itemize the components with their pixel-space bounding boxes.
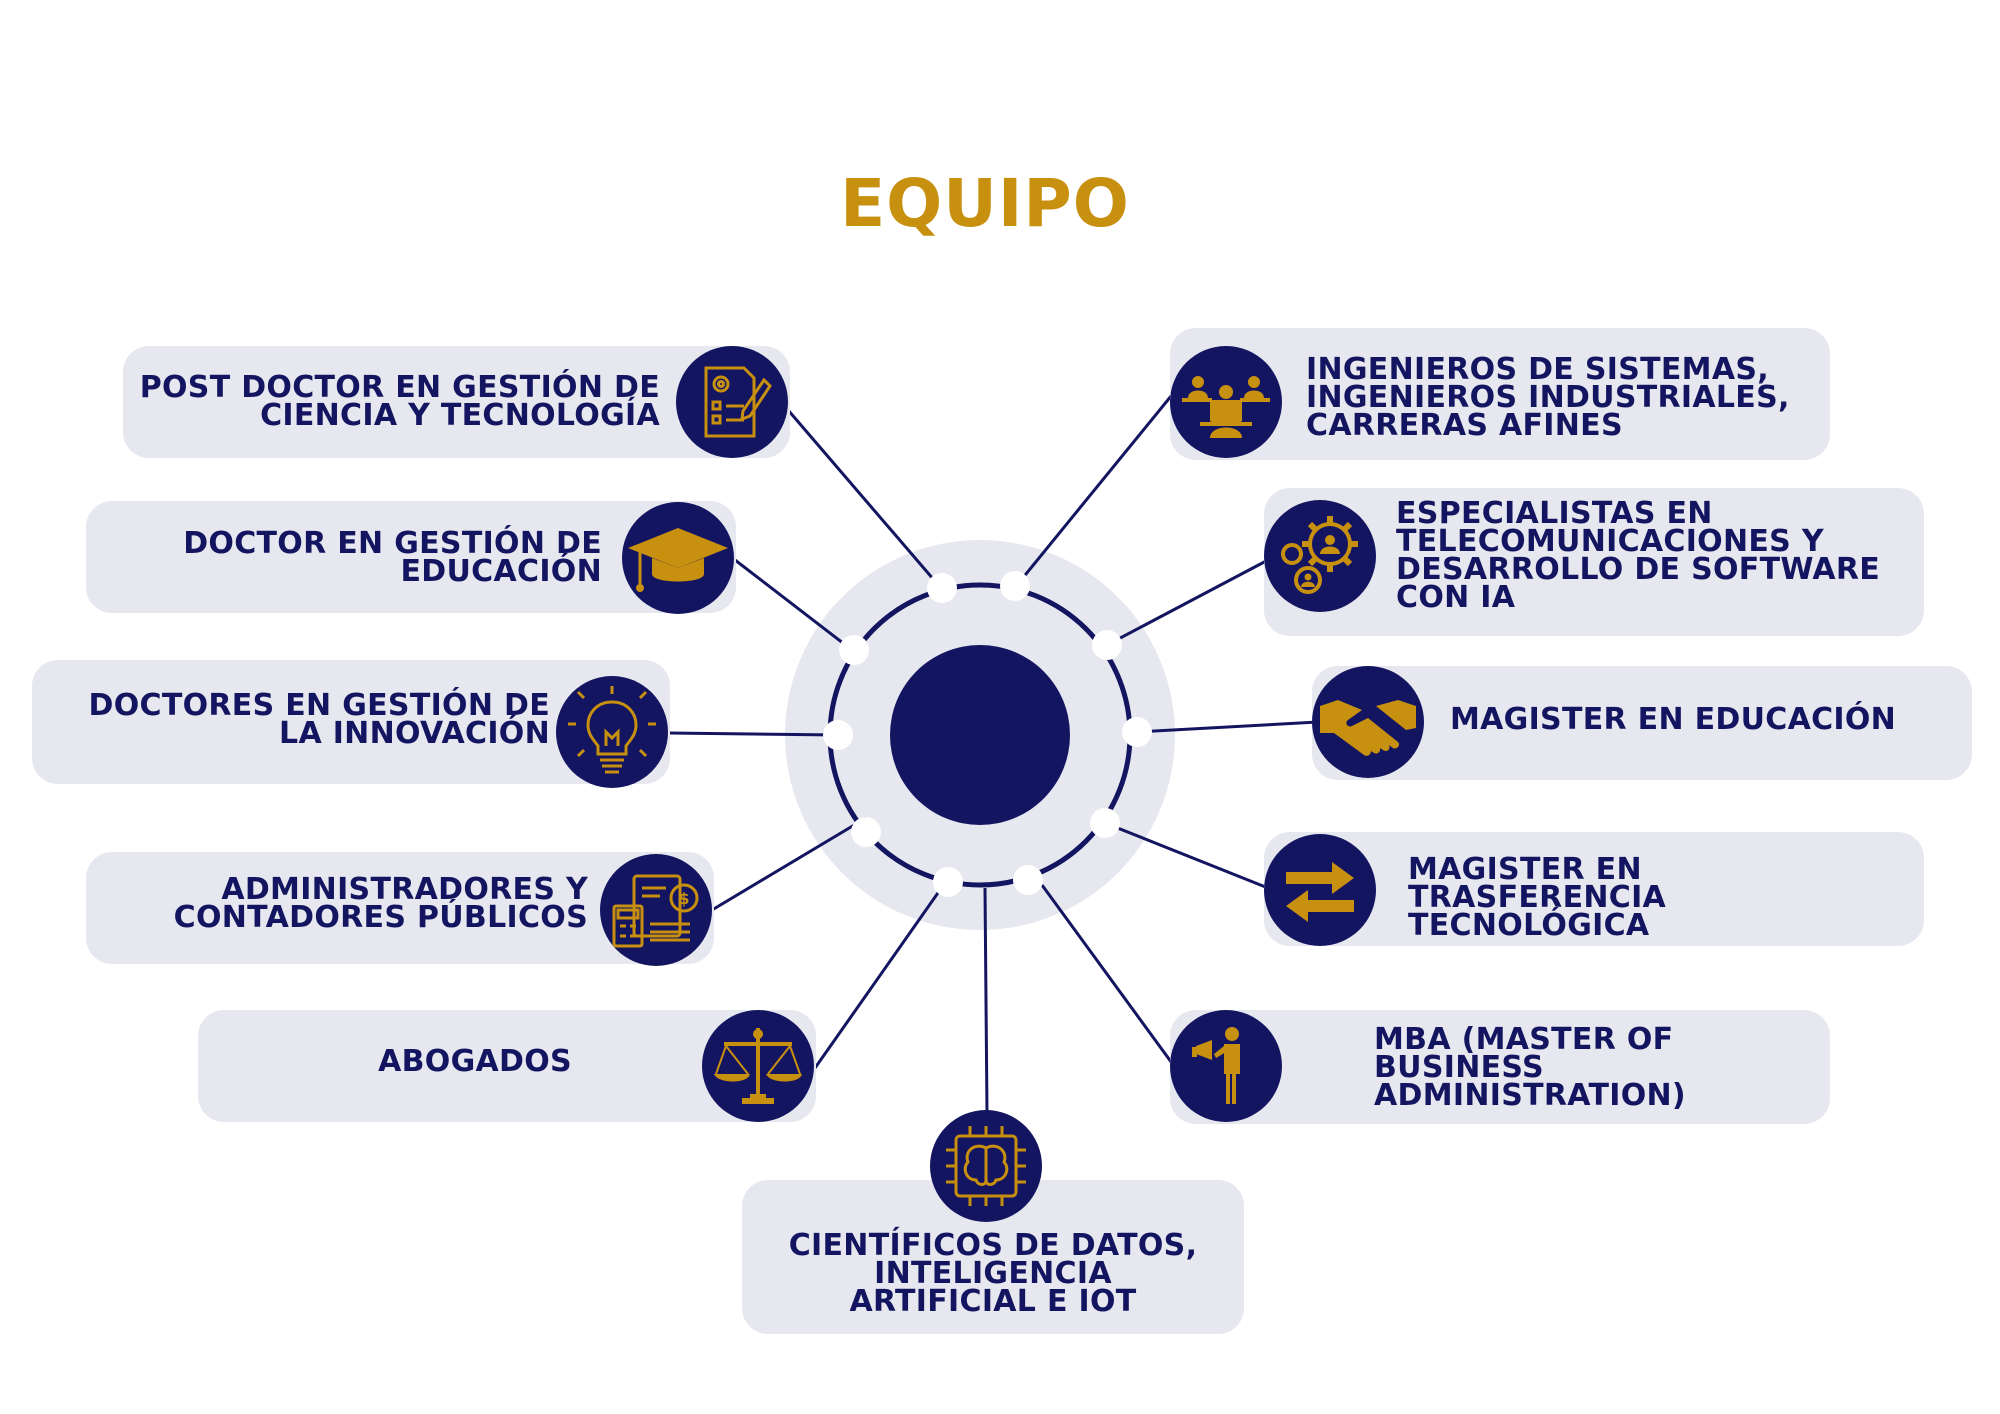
label-line: TECNOLÓGICA <box>1408 908 1650 943</box>
hub-core <box>890 645 1070 825</box>
transfer-arrows-icon <box>1264 834 1376 946</box>
handshake-icon <box>1312 666 1424 778</box>
label-line: MAGISTER EN EDUCACIÓN <box>1450 702 1897 737</box>
icon-badge-administradores <box>600 854 712 966</box>
connector-doctor-educacion <box>735 560 852 650</box>
label-doctores-innovacion <box>40 688 550 751</box>
gears-people-icon <box>1264 500 1376 612</box>
label-line: DESARROLLO DE SOFTWARE <box>1396 552 1881 587</box>
icon-badge-doctores-innovacion <box>556 676 668 788</box>
label-line: MAGISTER EN TRASFERENCIA <box>1408 852 1667 915</box>
label-line: CIENTÍFICOS DE DATOS, <box>788 1228 1198 1263</box>
hub-node-doctores-innovacion <box>823 720 853 750</box>
icon-badge-mba <box>1170 1010 1282 1122</box>
team-workstations-icon <box>1170 346 1282 458</box>
label-line: ABOGADOS <box>378 1044 572 1079</box>
label-line: ADMINISTRATION) <box>1374 1078 1686 1113</box>
icon-badge-magister-educacion <box>1312 666 1424 778</box>
connector-doctores-innovacion <box>668 733 838 735</box>
accounting-icon <box>600 854 712 966</box>
label-line: LA INNOVACIÓN <box>279 716 550 751</box>
icon-badge-post-doctor <box>676 346 788 458</box>
graduation-cap-icon <box>622 502 734 614</box>
connector-mba <box>1042 885 1177 1070</box>
connector-especialistas <box>1107 560 1268 645</box>
speaker-megaphone-icon <box>1170 1010 1282 1122</box>
icon-badge-ingenieros <box>1170 346 1282 458</box>
label-line: MBA (MASTER OF <box>1374 1022 1674 1057</box>
hub-node-doctor-educacion <box>839 635 869 665</box>
icon-badge-abogados <box>702 1010 814 1122</box>
label-magister-transferencia <box>1408 852 1908 943</box>
label-line: TELECOMUNICACIONES Y <box>1396 524 1824 559</box>
label-line: EDUCACIÓN <box>400 554 602 589</box>
label-line: CON IA <box>1396 580 1516 615</box>
label-abogados <box>220 1044 730 1079</box>
label-line: ADMINISTRADORES Y <box>221 872 588 907</box>
svg-text:$: $ <box>678 889 690 908</box>
hub-node-post-doctor <box>927 573 957 603</box>
icon-badge-doctor-educacion <box>622 502 734 614</box>
label-doctor-educacion <box>100 526 602 589</box>
label-line: CARRERAS AFINES <box>1306 408 1623 443</box>
label-line: ESPECIALISTAS EN <box>1396 496 1713 531</box>
label-line: INGENIEROS DE SISTEMAS, <box>1306 352 1769 387</box>
label-line: INGENIEROS INDUSTRIALES, <box>1306 380 1790 415</box>
label-line: POST DOCTOR EN GESTIÓN DE <box>139 370 660 405</box>
label-ingenieros <box>1306 352 1816 443</box>
lightbulb-icon <box>556 676 668 788</box>
connector-abogados <box>815 880 947 1068</box>
label-post-doctor <box>130 370 660 433</box>
hub-node-administradores <box>851 817 881 847</box>
hub-node-magister-educacion <box>1122 717 1152 747</box>
label-administradores <box>100 872 588 935</box>
hub-node-magister-transferencia <box>1090 808 1120 838</box>
label-line: CIENCIA Y TECNOLOGÍA <box>260 398 660 433</box>
icon-badge-cientificos <box>930 1110 1042 1222</box>
label-line: INTELIGENCIA <box>874 1256 1112 1291</box>
icon-badge-magister-transferencia <box>1264 834 1376 946</box>
ai-brain-chip-icon <box>930 1110 1042 1222</box>
label-line: DOCTORES EN GESTIÓN DE <box>88 688 550 723</box>
scales-of-justice-icon <box>702 1010 814 1122</box>
label-line: BUSINESS <box>1374 1050 1544 1085</box>
hub-node-ingenieros <box>1000 571 1030 601</box>
label-line: CONTADORES PÚBLICOS <box>173 900 588 935</box>
connector-cientificos <box>985 888 987 1113</box>
label-line: DOCTOR EN GESTIÓN DE <box>183 526 602 561</box>
document-gear-pen-icon <box>676 346 788 458</box>
label-mba <box>1374 1022 1814 1113</box>
connector-post-doctor <box>788 410 940 587</box>
hub-node-cientificos <box>1013 865 1043 895</box>
hub-node-especialistas <box>1092 630 1122 660</box>
label-especialistas <box>1396 496 1916 615</box>
page-title: EQUIPO <box>840 165 1130 242</box>
label-magister-educacion <box>1450 702 1960 737</box>
label-line: ARTIFICIAL E IOT <box>849 1284 1137 1319</box>
connector-ingenieros <box>1017 390 1176 585</box>
icon-badge-especialistas <box>1264 500 1376 612</box>
hub-node-abogados <box>933 867 963 897</box>
label-cientificos <box>760 1228 1226 1319</box>
